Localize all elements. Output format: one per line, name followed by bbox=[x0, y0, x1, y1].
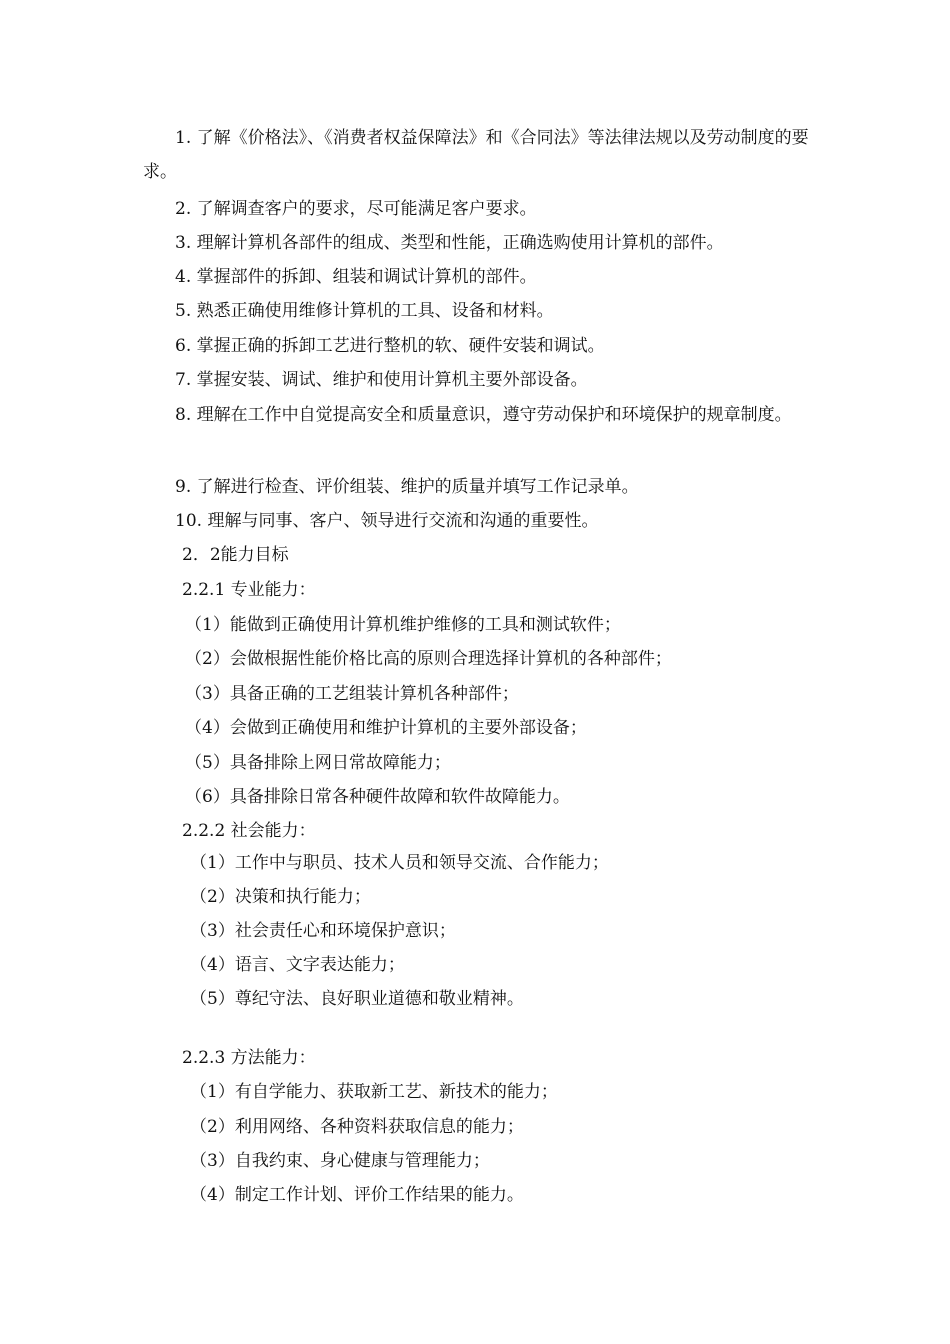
professional-item-2: （2）会做根据性能价格比高的原则合理选择计算机的各种部件； bbox=[185, 649, 672, 669]
professional-item-4: （4）会做到正确使用和维护计算机的主要外部设备； bbox=[185, 718, 587, 738]
professional-item-6: （6）具备排除日常各种硬件故障和软件故障能力。 bbox=[185, 787, 570, 807]
knowledge-item-1: 1. 了解《价格法》、《消费者权益保障法》和《合同法》等法律法规以及劳动制度的要求。 bbox=[143, 128, 809, 182]
social-item-5: （5）尊纪守法、良好职业道德和敬业精神。 bbox=[190, 989, 524, 1009]
knowledge-item-7: 7. 掌握安装、调试、维护和使用计算机主要外部设备。 bbox=[175, 370, 588, 390]
professional-item-3: （3）具备正确的工艺组装计算机各种部件； bbox=[185, 684, 519, 704]
knowledge-item-8: 8. 理解在工作中自觉提高安全和质量意识，遵守劳动保护和环境保护的规章制度。 bbox=[175, 405, 792, 425]
knowledge-item-10: 10. 理解与同事、客户、领导进行交流和沟通的重要性。 bbox=[175, 511, 599, 531]
knowledge-item-9: 9. 了解进行检查、评价组装、维护的质量并填写工作记录单。 bbox=[175, 477, 639, 497]
knowledge-item-3: 3. 理解计算机各部件的组成、类型和性能，正确选购使用计算机的部件。 bbox=[175, 233, 724, 253]
knowledge-item-2: 2. 了解调查客户的要求，尽可能满足客户要求。 bbox=[175, 199, 537, 219]
professional-heading: 2.2.1 专业能力： bbox=[182, 580, 316, 600]
social-item-2: （2）决策和执行能力； bbox=[190, 887, 371, 907]
knowledge-item-6: 6. 掌握正确的拆卸工艺进行整机的软、硬件安装和调试。 bbox=[175, 336, 605, 356]
method-item-1: （1）有自学能力、获取新工艺、新技术的能力； bbox=[190, 1082, 558, 1102]
professional-item-5: （5）具备排除上网日常故障能力； bbox=[185, 753, 451, 773]
section-heading-2-2: 2．2能力目标 bbox=[182, 545, 289, 565]
method-item-4: （4）制定工作计划、评价工作结果的能力。 bbox=[190, 1185, 524, 1205]
social-item-3: （3）社会责任心和环境保护意识； bbox=[190, 921, 456, 941]
social-item-4: （4）语言、文字表达能力； bbox=[190, 955, 405, 975]
method-item-3: （3）自我约束、身心健康与管理能力； bbox=[190, 1151, 490, 1171]
method-item-2: （2）利用网络、各种资料获取信息的能力； bbox=[190, 1117, 524, 1137]
knowledge-item-4: 4. 掌握部件的拆卸、组装和调试计算机的部件。 bbox=[175, 267, 537, 287]
social-item-1: （1）工作中与职员、技术人员和领导交流、合作能力； bbox=[190, 853, 609, 873]
knowledge-item-5: 5. 熟悉正确使用维修计算机的工具、设备和材料。 bbox=[175, 301, 554, 321]
social-heading: 2.2.2 社会能力： bbox=[182, 821, 316, 841]
method-heading: 2.2.3 方法能力： bbox=[182, 1048, 316, 1068]
professional-item-1: （1）能做到正确使用计算机维护维修的工具和测试软件； bbox=[185, 615, 621, 635]
